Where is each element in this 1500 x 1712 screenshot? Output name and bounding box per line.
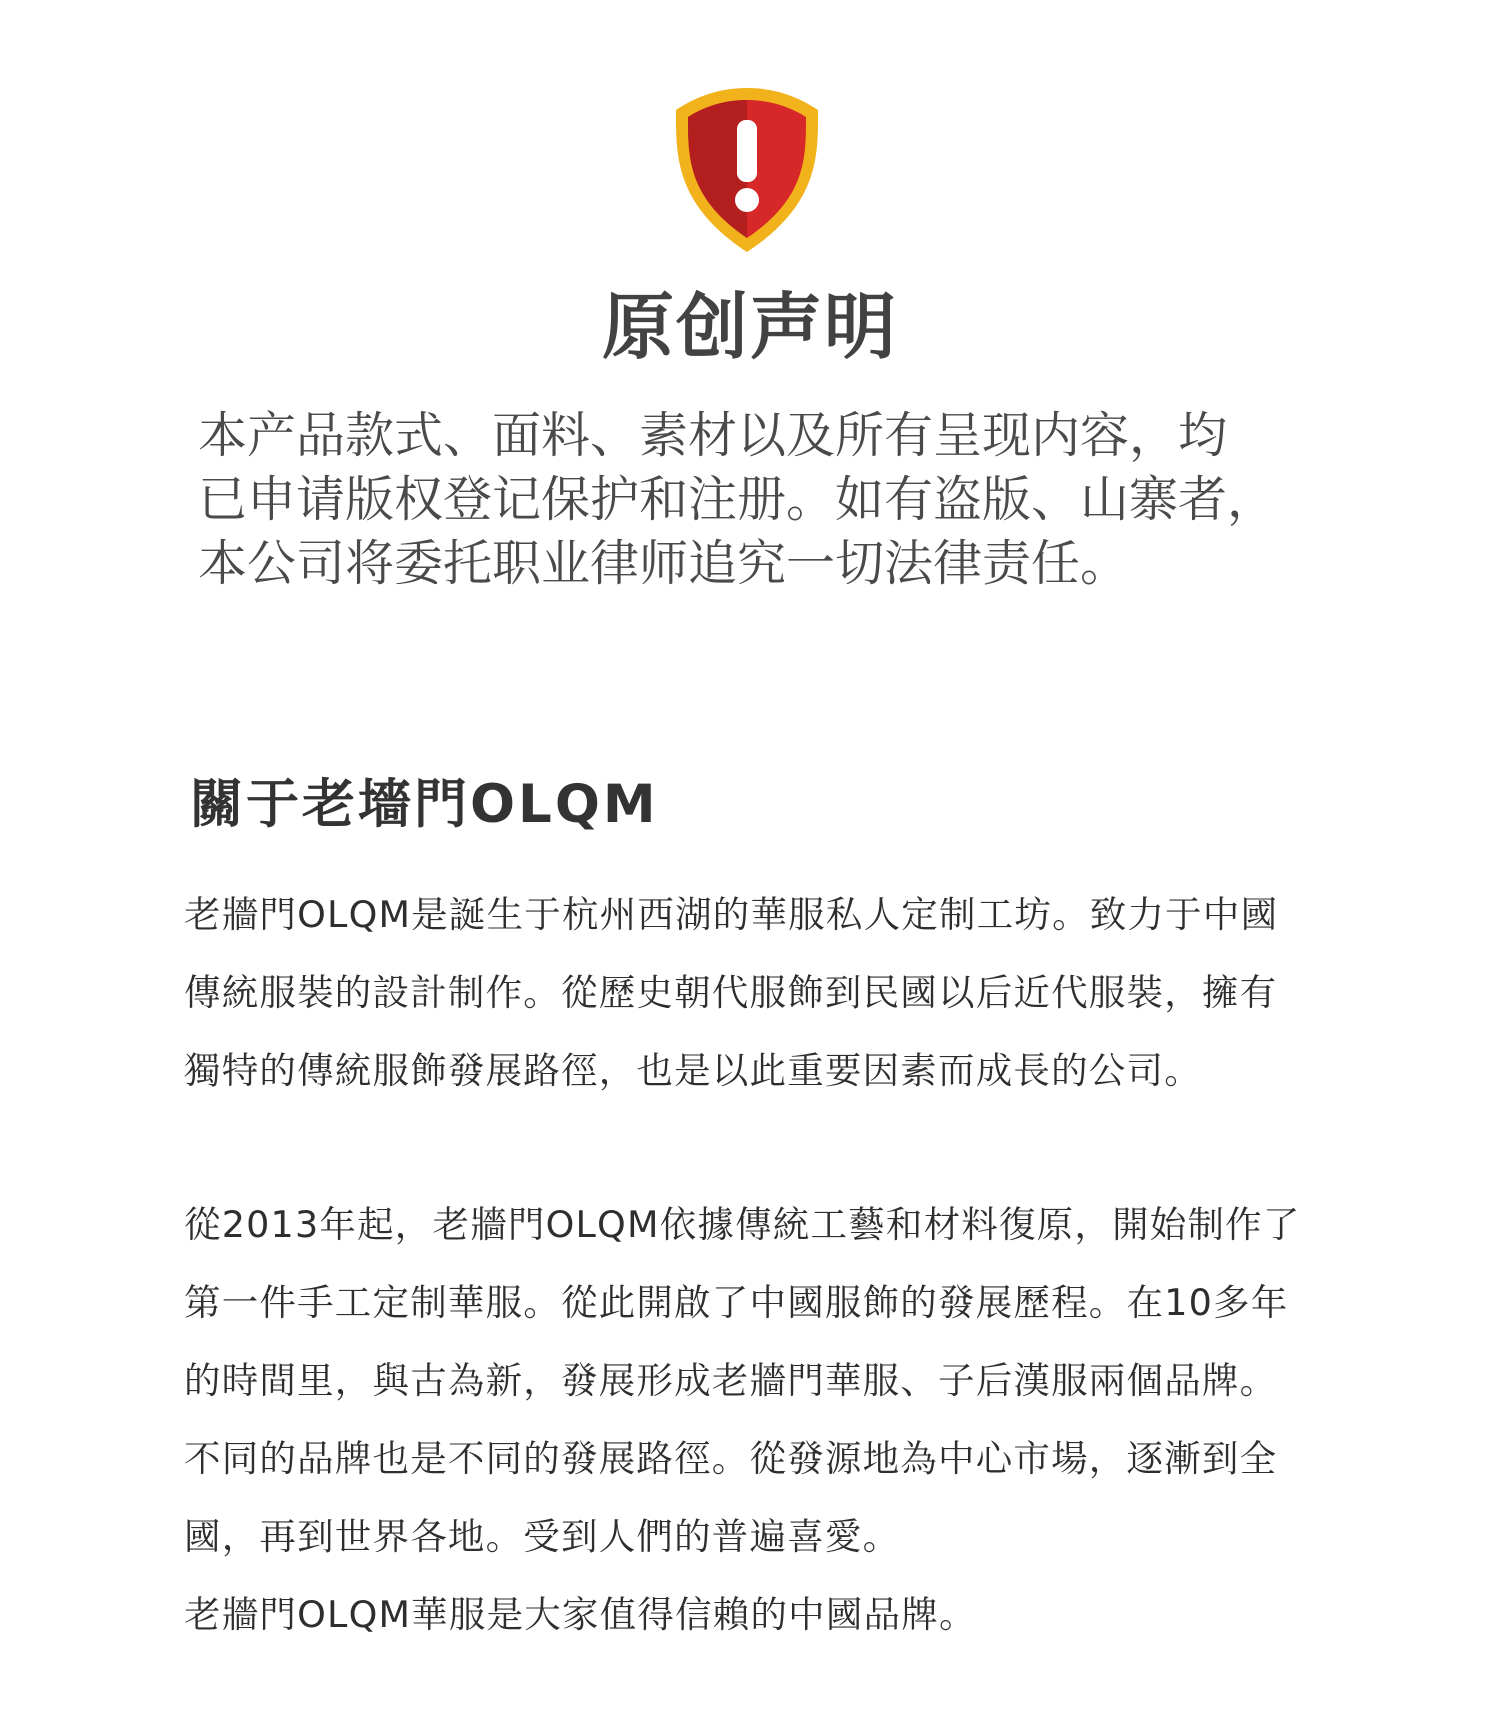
about-title: 關于老墻門OLQM	[190, 774, 659, 835]
paragraph-line: 國，再到世界各地。受到人們的普遍喜愛。	[184, 1515, 901, 1558]
paragraph-line: 從2013年起，老牆門OLQM依據傳統工藝和材料復原，開始制作了	[184, 1203, 1301, 1246]
about-paragraph-1	[184, 876, 1334, 1110]
declaration-line: 已申请版权登记保护和注册。如有盗版、山寨者，	[198, 471, 1277, 528]
paragraph-line: 老牆門OLQM華服是大家值得信賴的中國品牌。	[184, 1593, 977, 1636]
paragraph-line: 第一件手工定制華服。從此開啟了中國服飾的發展歷程。在10多年	[184, 1281, 1289, 1324]
paragraph-line: 的時間里，與古為新，發展形成老牆門華服、子后漢服兩個品牌。	[184, 1359, 1278, 1402]
declaration-text	[198, 404, 1328, 596]
shield-exclamation-icon	[672, 84, 822, 256]
paragraph-line: 獨特的傳統服飾發展路徑，也是以此重要因素而成長的公司。	[184, 1049, 1202, 1092]
about-paragraph-2	[184, 1186, 1334, 1654]
paragraph-line: 不同的品牌也是不同的發展路徑。從發源地為中心市場，逐漸到全	[184, 1437, 1278, 1480]
paragraph-line: 傳統服裝的設計制作。從歷史朝代服飾到民國以后近代服裝，擁有	[184, 971, 1278, 1014]
declaration-title: 原创声明	[601, 285, 898, 369]
paragraph-line: 老牆門OLQM是誕生于杭州西湖的華服私人定制工坊。致力于中國	[184, 893, 1279, 936]
declaration-line: 本公司将委托职业律师追究一切法律责任。	[198, 535, 1130, 592]
declaration-line: 本产品款式、面料、素材以及所有呈现内容，均	[198, 407, 1228, 464]
